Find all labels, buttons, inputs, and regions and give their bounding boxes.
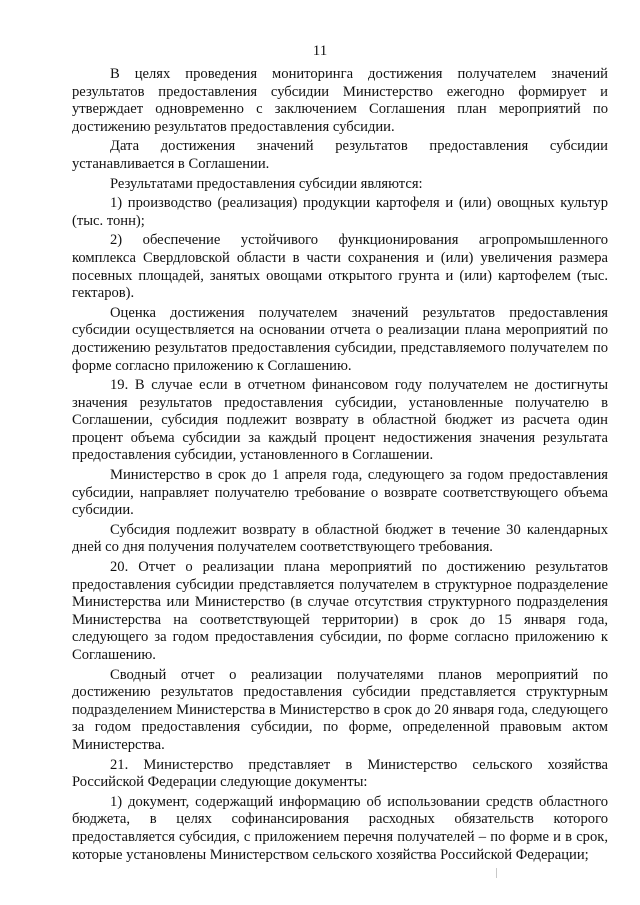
paragraph-summary-report: Сводный отчет о реализации получателями планов мероприятий по достижению результатов предоставления субсидии представляется структурным подразделением Министерства в Министерство в срок до 20 января года, следующего за годом предоставления субсидии, по форме, определенной правовым актом Министерства. [72, 666, 608, 753]
paragraph-return-demand: Министерство в срок до 1 апреля года, следующего за годом предоставления субсидии, направляет получателю требование о возврате соответствующего объема субсидии. [72, 467, 608, 519]
paragraph-achievement-date: Дата достижения значений результатов предоставления субсидии устанавливается в Соглашении. [72, 138, 608, 172]
list-item-document-1: 1) документ, содержащий информацию об использовании средств областного бюджета, в целях софинансирования расходных обязательств которого предоставляется субсидия, с приложением перечня получателей – по форме и в срок, которые установлены Министерством сельского хозяйства Российской Федерации; [72, 793, 608, 863]
list-item-result-1: 1) производство (реализация) продукции картофеля и (или) овощных культур (тыс. тонн); [72, 195, 608, 229]
clause-21: 21. Министерство представляет в Министерство сельского хозяйства Российской Федерации следующие документы: [72, 756, 608, 791]
clause-20: 20. Отчет о реализации плана мероприятий по достижению результатов предоставления субсидии представляется получателем в структурное подразделение Министерства или Министерство (в случае отсутствия структурного подразделения Министерства на соответствующей территории) в срок до 15 января года, следующего за годом предоставления субсидии, по форме согласно приложению к Соглашению. [72, 559, 608, 663]
paragraph-results-intro: Результатами предоставления субсидии являются: [110, 175, 423, 192]
paragraph-return-deadline: Субсидия подлежит возврату в областной бюджет в течение 30 календарных дней со дня получения получателем соответствующего требования. [72, 521, 608, 556]
clause-19: 19. В случае если в отчетном финансовом году получателем не достигнуты значения результатов предоставления субсидии, установленные получателю в Соглашении, субсидия подлежит возврату в областной бюджет из расчета один процент объема субсидии за каждый процент недостижения значения результата предоставления субсидии, установленного в Соглашении. [72, 377, 608, 464]
page-number: 11 [312, 43, 328, 59]
paragraph-achievement-assessment: Оценка достижения получателем значений результатов предоставления субсидии осуществляется на основании отчета о реализации плана мероприятий по достижению результатов предоставления субсидии, представляемого получателем по форме согласно приложению к Соглашению. [72, 304, 608, 374]
scan-mark [496, 868, 497, 878]
paragraph-monitoring-plan: В целях проведения мониторинга достижения получателем значений результатов предоставления субсидии Министерство ежегодно формирует и утверждает одновременно с заключением Соглашения план мероприятий по достижению результатов предоставления субсидии. [72, 66, 608, 135]
list-item-result-2: 2) обеспечение устойчивого функционирования агропромышленного комплекса Свердловской области в части сохранения и (или) увеличения размера посевных площадей, занятых овощами открытого грунта и (или) картофелем (тыс. гектаров). [72, 232, 608, 302]
document-body [72, 66, 608, 866]
